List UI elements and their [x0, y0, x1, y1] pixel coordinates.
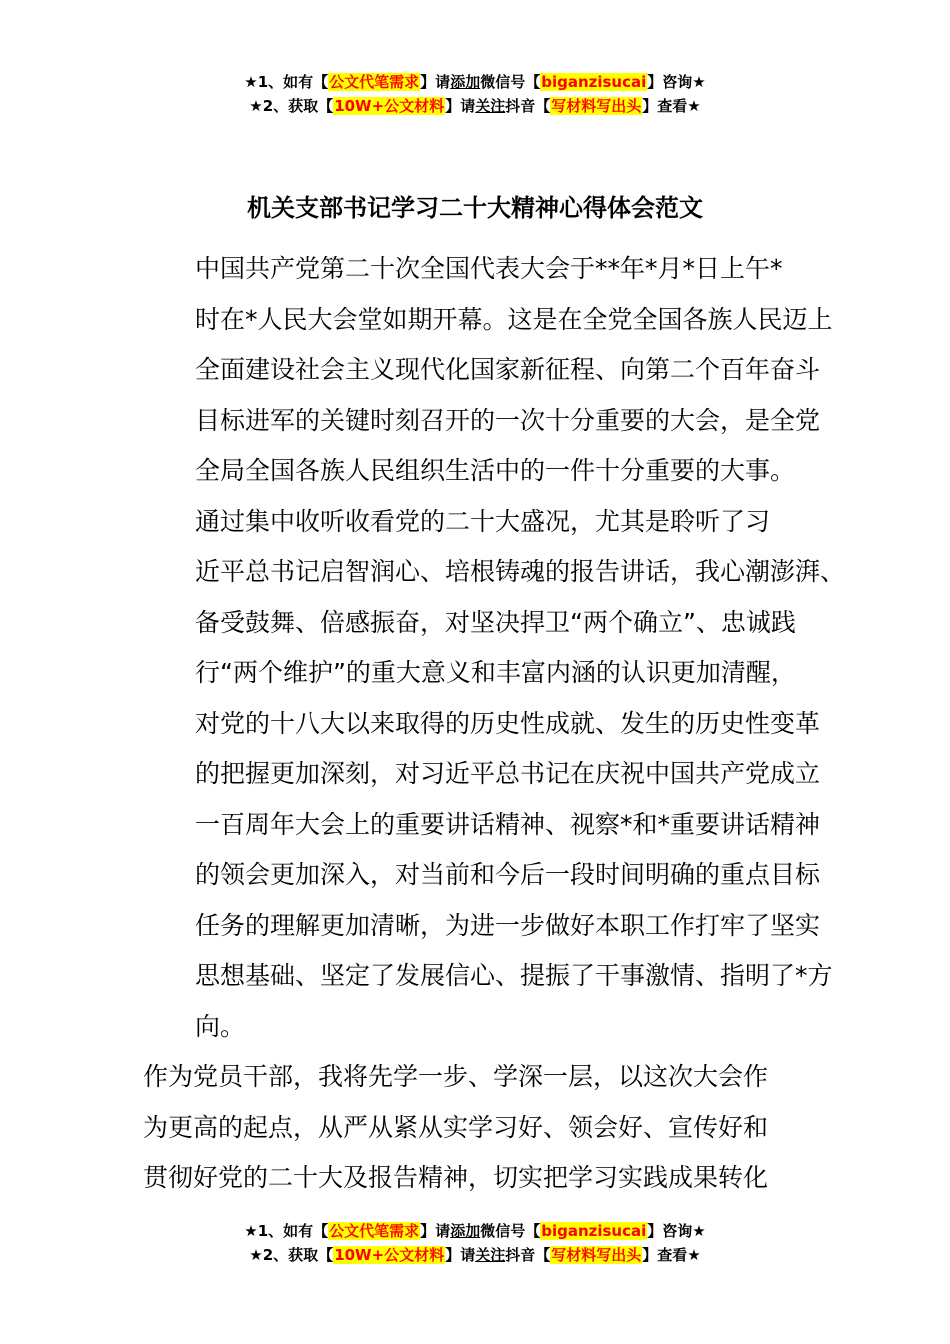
banner-line-1: ★1、如有【公文代笔需求】请添加微信号【biganzisucai】咨询★	[244, 73, 706, 91]
document-title: 机关支部书记学习二十大精神心得体会范文	[247, 194, 703, 222]
text-line: 全面建设社会主义现代化国家新征程、向第二个百年奋斗	[195, 355, 821, 384]
text-line: 思想基础、坚定了发展信心、提振了干事激情、指明了*方	[195, 961, 833, 990]
text-line: 为更高的起点，从严从紧从实学习好、领会好、宣传好和	[143, 1112, 769, 1142]
paragraph	[143, 244, 833, 497]
text-line: 通过集中收听收看党的二十大盛况，尤其是聆听了习	[195, 506, 771, 536]
text-line: 的领会更加深入，对当前和今后一段时间明确的重点目标	[195, 860, 821, 889]
text-line: 时在*人民大会堂如期开幕。这是在全党全国各族人民迈上	[195, 304, 833, 334]
banner-highlight: 公文代笔需求	[329, 1222, 420, 1240]
banner-highlight: 10W+公文材料	[334, 97, 445, 115]
text-line: 中国共产党第二十次全国代表大会于**年*月*日上午*	[195, 254, 783, 283]
document-body	[143, 244, 846, 1204]
paragraph	[143, 497, 846, 1053]
text-line: 备受鼓舞、倍感振奋，对坚决捍卫“两个确立”、忠诚践	[195, 607, 796, 637]
banner-line-1: ★1、如有【公文代笔需求】请添加微信号【biganzisucai】咨询★	[244, 1222, 706, 1240]
text-line: 贯彻好党的二十大及报告精神，切实把学习实践成果转化	[143, 1163, 769, 1192]
text-line: 目标进军的关键时刻召开的一次十分重要的大会，是全党	[195, 405, 821, 435]
paragraph	[143, 1052, 811, 1204]
text-line: 的把握更加深刻，对习近平总书记在庆祝中国共产党成立	[195, 759, 821, 788]
banner-line-2: ★2、获取【10W+公文材料】请关注抖音【写材料写出头】查看★	[249, 1246, 701, 1264]
header-banner	[0, 70, 950, 118]
banner-highlight: 公文代笔需求	[329, 73, 420, 91]
footer-banner	[0, 1219, 950, 1267]
text-line: 作为党员干部，我将先学一步、学深一层，以这次大会作	[143, 1062, 769, 1091]
text-line: 近平总书记启智润心、培根铸魂的报告讲话，我心潮澎湃、	[195, 557, 846, 586]
text-line: 向。	[195, 1011, 246, 1041]
text-line: 任务的理解更加清晰，为进一步做好本职工作打牢了坚实	[195, 910, 821, 940]
text-line: 对党的十八大以来取得的历史性成就、发生的历史性变革	[195, 708, 821, 738]
banner-line-2: ★2、获取【10W+公文材料】请关注抖音【写材料写出头】查看★	[249, 97, 701, 115]
banner-highlight: 写材料写出头	[551, 1246, 642, 1264]
banner-highlight: biganzisucai	[541, 73, 647, 91]
text-line: 行“两个维护”的重大意义和丰富内涵的认识更加清醒，	[195, 658, 796, 687]
banner-highlight: biganzisucai	[541, 1222, 647, 1240]
text-line: 一百周年大会上的重要讲话精神、视察*和*重要讲话精神	[195, 809, 821, 839]
banner-highlight: 写材料写出头	[551, 97, 642, 115]
banner-highlight: 10W+公文材料	[334, 1246, 445, 1264]
text-line: 全局全国各族人民组织生活中的一件十分重要的大事。	[195, 456, 796, 485]
